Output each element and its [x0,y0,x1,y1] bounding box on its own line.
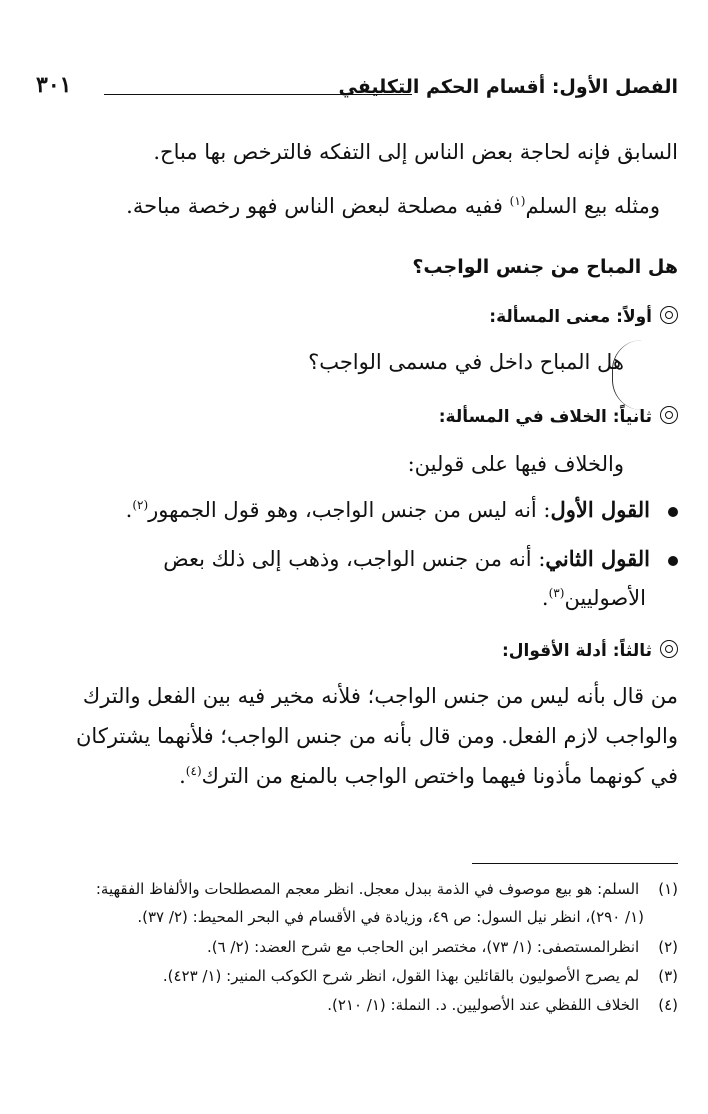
evidence-line-2: والواجب لازم الفعل. ومن قال بأنه من جنس الواجب؛ فلأنهما يشتركان [76,724,678,748]
header-rule [104,94,412,95]
subheading-2 [439,406,678,427]
footnote-4 [327,996,678,1014]
opinion-2 [163,546,678,571]
flower-ornament-icon [660,640,678,658]
section-heading: هل المباح من جنس الواجب؟ [412,256,678,278]
opinion-2-text-2: الأصوليين [564,586,646,610]
page-number: ٣٠١ [36,72,72,98]
opinion-2-continued: الأصوليين$^{(٣)}$. [541,586,646,610]
opinion-2-text: : أنه من جنس الواجب، وذهب إلى ذلك بعض [163,547,546,571]
bullet-icon [668,507,678,517]
subheading-2-label: ثانياً: الخلاف في المسألة: [438,407,652,427]
chapter-header-title: الفصل الأول: أقسام الحكم التكليفي [338,76,678,98]
footnote-ref-3: (٣) [548,586,565,600]
opinion-1-label: القول الأول [550,497,650,522]
footnote-2-text: انظرالمستصفى: (١/ ٧٣)، مختصر ابن الحاجب مع شرح العضد: (٢/ ٦). [206,938,640,956]
disagreement-intro: والخلاف فيها على قولين: [407,452,624,476]
footnote-4-number: (٤) [658,996,678,1014]
footnote-3 [163,967,678,985]
footnote-separator [472,863,678,864]
bullet-icon [668,556,678,566]
footnote-1 [96,880,678,898]
opinion-1: القول الأول: أنه ليس من جنس الواجب، وهو قول الجمهور$^{(٢)}$. [126,497,678,522]
footnote-4-text: الخلاف اللفظي عند الأصوليين. د. النملة: (١/ ٢١٠). [327,996,640,1014]
subheading-1-label: أولاً: معنى المسألة: [489,307,652,327]
footnote-1-continued: (١/ ٢٩٠)، انظر نيل السول: ص ٤٩، وزيادة في الأقسام في البحر المحيط: (٢/ ٣٧). [137,908,644,926]
paragraph-2-start: ومثله بيع السلم [525,194,660,218]
footnote-ref-2: (٢) [132,498,149,512]
question-text: هل المباح داخل في مسمى الواجب؟ [308,350,624,374]
subheading-3-label: ثالثاً: أدلة الأقوال: [501,641,652,661]
footnote-2-number: (٢) [658,938,678,956]
evidence-line-1: من قال بأنه ليس من جنس الواجب؛ فلأنه مخير فيه بين الفعل والترك [82,684,678,708]
paragraph-2 [126,194,660,218]
footnote-1-number: (١) [658,880,678,898]
evidence-line-3-text: في كونهما مأذونا فيهما واختص الواجب بالمنع من الترك [201,764,678,788]
footnote-2 [207,938,678,956]
flower-ornament-icon [660,306,678,324]
flower-ornament-icon [660,406,678,424]
footnote-1-line-1: السلم: هو بيع موصوف في الذمة ببدل معجل. انظر معجم المصطلحات والألفاظ الفقهية: [95,880,640,898]
footnote-ref-4: (٤) [185,764,202,778]
paragraph-2-end: ففيه مصلحة لبعض الناس فهو رخصة مباحة. [126,194,510,218]
evidence-line-3: في كونهما مأذونا فيهما واختص الواجب بالمنع من الترك$^{(٤)}$. [179,764,678,788]
footnote-3-text: لم يصرح الأصوليون بالقائلين بهذا القول، انظر شرح الكوكب المنير: (١/ ٤٢٣). [162,967,640,985]
opinion-2-label: القول الثاني [545,546,650,571]
paragraph-1: السابق فإنه لحاجة بعض الناس إلى التفكه فالترخص بها مباح. [153,140,678,164]
subheading-3 [502,640,678,661]
subheading-1 [489,306,678,327]
opinion-1-text: : أنه ليس من جنس الواجب، وهو قول الجمهور [148,498,551,522]
footnote-ref-1: (١) [509,194,526,208]
footnote-3-number: (٣) [658,967,678,985]
